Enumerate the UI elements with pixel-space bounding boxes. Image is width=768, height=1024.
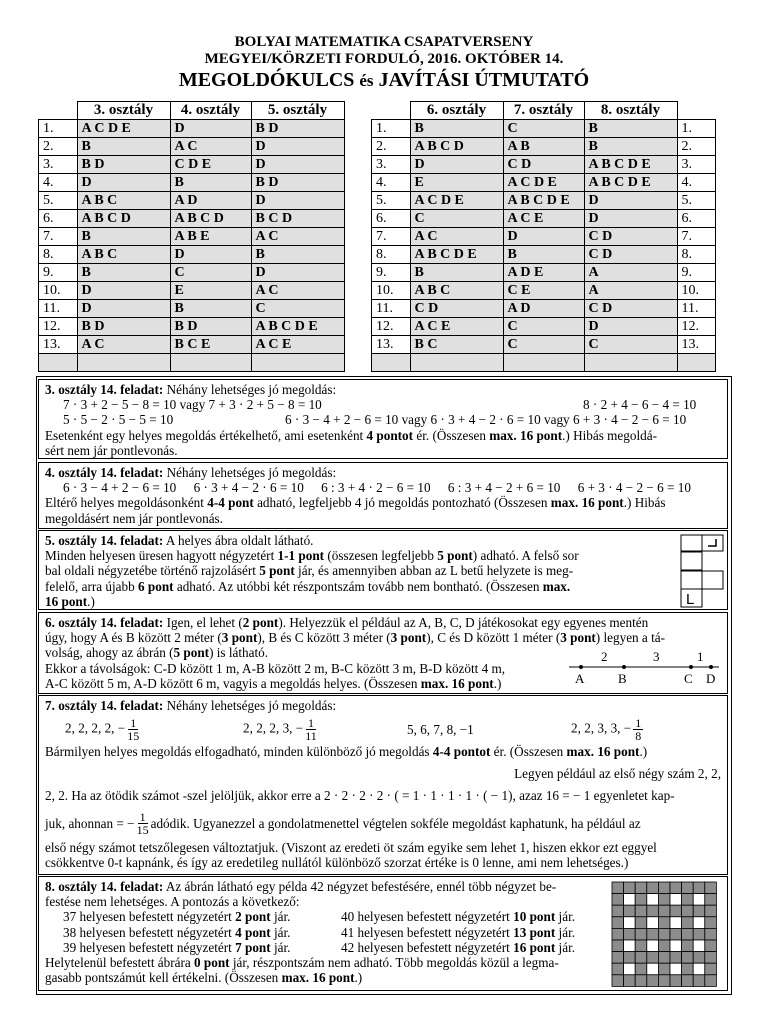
svg-text:1: 1 [697, 649, 704, 664]
answer-cell: D [170, 246, 251, 264]
svg-text:3: 3 [653, 649, 660, 664]
question-number: 11. [677, 300, 716, 318]
answer-row [39, 246, 345, 264]
answer-table-left [38, 101, 345, 372]
answer-row [372, 210, 716, 228]
grade-header: 4. osztály [170, 102, 251, 120]
answer-cell: A C [251, 282, 344, 300]
answer-row [39, 156, 345, 174]
answer-cell: B [251, 246, 344, 264]
letter-l: L [686, 591, 695, 608]
answer-cell: C D [410, 300, 503, 318]
answer-cell: C [503, 318, 584, 336]
question-number: 8. [372, 246, 411, 264]
answer-row [372, 192, 716, 210]
answer-cell: A B C [77, 246, 170, 264]
question-number: 1. [677, 120, 716, 138]
answer-cell: B [410, 120, 503, 138]
question-number: 13. [677, 336, 716, 354]
answer-cell: A C D E [77, 120, 170, 138]
question-number: 6. [39, 210, 78, 228]
answer-cell: A B C D E [251, 318, 344, 336]
answer-cell: B D [77, 156, 170, 174]
task-7-box: 7. osztály 14. feladat: Néhány lehetséges jó megoldás: 2, 2, 2, 2, − $\frac{1}{15}$ 2, 2, 2, 3, − $\frac{1}{11}$ 5, 6, 7, 8, −1 2, 2, 3, 3, − $\frac{1}{8}$ Bármilyen helyes megoldás elfogadható, minden különböző jó megoldás 4-4 pontot ér. (Összesen max. 16 pont.) Legyen például az első négy szám 2, 2, 2, 2. Ha az ötödik számot -szel jelöljük, akkor erre a 2 · 2 · 2 · 2 · ( = 1 · 1 · 1 · 1 · ( − 1), azaz 16 = − 1 egyenletet kap- juk, ahonnan = − $\frac{1}{15}$ adódik. Ugyanezzel a gondolatmenettel végtelen sokféle megoldást kaphatunk, ha például az első négy számot tetszőlegesen változtatjuk. (Viszont az eredeti öt szám egyike sem lehet 1, hiszen ekkor ezt eggyel csökkentve 0-t kapnánk, és így az eredetileg nullától különböző szorzat értéke is 0 lenne, ami nem lehetséges.) [38, 695, 728, 875]
answer-row [39, 336, 345, 354]
answer-cell: C [503, 336, 584, 354]
question-number: 4. [372, 174, 411, 192]
answer-row [39, 174, 345, 192]
question-number: 9. [677, 264, 716, 282]
answer-cell: B D [251, 120, 344, 138]
question-number: 6. [372, 210, 411, 228]
answer-cell: A C [410, 228, 503, 246]
answer-cell: E [410, 174, 503, 192]
svg-text:C: C [684, 671, 693, 686]
header-title-line3: MEGOLDÓKULCS és JAVÍTÁSI ÚTMUTATÓ [178, 69, 590, 91]
answer-cell: A D E [503, 264, 584, 282]
painted-grid-figure [611, 881, 719, 987]
answer-row [372, 336, 716, 354]
answer-cell: A [584, 264, 677, 282]
grade-header: 7. osztály [503, 102, 584, 120]
answer-cell: D [251, 264, 344, 282]
answer-cell: A C D E [410, 192, 503, 210]
answer-cell: A C E [503, 210, 584, 228]
answer-cell: B D [251, 174, 344, 192]
answer-cell: B [77, 228, 170, 246]
question-number: 4. [677, 174, 716, 192]
question-number: 7. [372, 228, 411, 246]
answer-row [39, 192, 345, 210]
answer-cell: C [251, 300, 344, 318]
question-number: 12. [39, 318, 78, 336]
svg-text:D: D [706, 671, 716, 686]
question-number: 12. [677, 318, 716, 336]
question-number: 8. [39, 246, 78, 264]
answer-cell: A B C D [77, 210, 170, 228]
answer-cell: B [77, 264, 170, 282]
staircase-grid-figure [680, 534, 724, 608]
answer-cell: D [410, 156, 503, 174]
answer-row [372, 228, 716, 246]
answer-cell: A B C D E [584, 156, 677, 174]
answer-cell: D [584, 318, 677, 336]
answer-cell: A B C D E [410, 246, 503, 264]
answer-cell: B [170, 174, 251, 192]
answer-cell: A D [503, 300, 584, 318]
answer-row [372, 318, 716, 336]
answer-cell: A C D E [503, 174, 584, 192]
task-5-box: 5. osztály 14. feladat: A helyes ábra oldalt látható. Minden helyesen üresen hagyott négyzetért 1-1 pont (összesen legfeljebb 5 pont) adható. A felső sor bal oldali négyzetébe történő rajzolásért 5 pont jár, és amennyiben abban az L betű helyzete is meg- felelő, arra újabb 6 pont adható. Az utóbbi két részpontszám tovább nem bontható. (Összesen max. 16 pont.) L [38, 530, 728, 610]
answer-cell: E [170, 282, 251, 300]
answer-cell: D [503, 228, 584, 246]
answer-cell: D [77, 174, 170, 192]
answer-cell: A B C D E [503, 192, 584, 210]
answer-row [39, 228, 345, 246]
answer-cell: A B C D [170, 210, 251, 228]
answer-cell: A B E [170, 228, 251, 246]
svg-text:2: 2 [601, 649, 608, 664]
answer-cell: C D [584, 228, 677, 246]
grade-header: 6. osztály [410, 102, 503, 120]
question-number: 13. [372, 336, 411, 354]
question-number: 5. [39, 192, 78, 210]
question-number: 7. [39, 228, 78, 246]
question-number: 11. [39, 300, 78, 318]
question-number: 5. [677, 192, 716, 210]
answer-row [372, 300, 716, 318]
answer-cell: D [251, 156, 344, 174]
question-number: 1. [39, 120, 78, 138]
svg-text:A: A [575, 671, 585, 686]
answer-cell: C [584, 336, 677, 354]
answer-cell: C [503, 120, 584, 138]
answer-cell: D [251, 138, 344, 156]
answer-cell: C E [503, 282, 584, 300]
line-diagram-abcd [567, 649, 723, 689]
answer-cell: D [584, 210, 677, 228]
question-number: 10. [39, 282, 78, 300]
answer-row [39, 300, 345, 318]
answer-cell: D [251, 192, 344, 210]
answer-cell: B [77, 138, 170, 156]
task-4-box: 4. osztály 14. feladat: Néhány lehetséges jó megoldás: 6 · 3 − 4 + 2 − 6 = 10 6 · 3 + 4 − 2 · 6 = 10 6 : 3 + 4 · 2 − 6 = 10 6 : 3 + 4 − 2 + 6 = 10 6 + 3 · 4 − 2 − 6 = 10 Eltérő helyes megoldásonként 4-4 pont adható, legfeljebb 4 jó megoldás pontozható (Összesen max. 16 pont.) Hibás megoldásért nem jár pontlevonás. [38, 462, 728, 529]
answer-cell: A C [170, 138, 251, 156]
question-number: 6. [677, 210, 716, 228]
answer-cell: A C [77, 336, 170, 354]
answer-cell: D [77, 300, 170, 318]
grade-header: 5. osztály [251, 102, 344, 120]
answer-row [39, 138, 345, 156]
answer-cell: A D [170, 192, 251, 210]
answer-cell: A B C D [410, 138, 503, 156]
answer-table-right [371, 101, 716, 372]
question-number: 7. [677, 228, 716, 246]
answer-row [372, 246, 716, 264]
question-number: 4. [39, 174, 78, 192]
answer-row [372, 174, 716, 192]
answer-cell: D [584, 192, 677, 210]
grade-header: 3. osztály [77, 102, 170, 120]
answer-cell: A C [251, 228, 344, 246]
answer-cell: D [77, 282, 170, 300]
question-number: 2. [372, 138, 411, 156]
svg-text:B: B [618, 671, 627, 686]
answer-cell: B C E [170, 336, 251, 354]
answer-cell: B [584, 138, 677, 156]
task-8-box: 8. osztály 14. feladat: Az ábrán látható egy példa 42 négyzet befestésére, ennél több négyzet be- festése nem lehetséges. A pontozás a következő: 37 helyesen befestett négyzetért 2 pont jár. 40 helyesen befestett négyzetért 10 pont jár. 38 helyesen befestett négyzetért 4 pont jár. 41 helyesen befestett négyzetért 13 pont jár. 39 helyesen befestett négyzetért 7 pont jár. 42 helyesen befestett négyzetért 16 pont jár. Helytelenül befestett ábrára 0 pont jár, részpontszám nem adható. Több megoldás közül a legma- gasabb pontszámút kell értékelni. (Összesen max. 16 pont.) [38, 876, 728, 991]
header-title-line2: MEGYEI/KÖRZETI FORDULÓ, 2016. OKTÓBER 14. [204, 51, 564, 67]
question-number: 1. [372, 120, 411, 138]
question-number: 3. [372, 156, 411, 174]
answer-row [39, 120, 345, 138]
answer-cell: A [584, 282, 677, 300]
answer-cell: B D [170, 318, 251, 336]
answer-cell: A B C [77, 192, 170, 210]
question-number: 13. [39, 336, 78, 354]
question-number: 11. [372, 300, 411, 318]
answer-cell: A C E [251, 336, 344, 354]
answer-row [372, 156, 716, 174]
question-number: 5. [372, 192, 411, 210]
question-number: 2. [677, 138, 716, 156]
answer-cell: B C [410, 336, 503, 354]
answer-cell: B C D [251, 210, 344, 228]
answer-cell: C [170, 264, 251, 282]
question-number: 10. [677, 282, 716, 300]
answer-cell: B [503, 246, 584, 264]
answer-cell: B [584, 120, 677, 138]
question-number: 3. [677, 156, 716, 174]
answer-cell: C D [503, 156, 584, 174]
answer-row [372, 138, 716, 156]
answer-row [39, 318, 345, 336]
answer-cell: C [410, 210, 503, 228]
answer-cell: A B C D E [584, 174, 677, 192]
question-number: 8. [677, 246, 716, 264]
question-number: 9. [39, 264, 78, 282]
question-number: 12. [372, 318, 411, 336]
answer-row [39, 210, 345, 228]
question-number: 9. [372, 264, 411, 282]
question-number: 2. [39, 138, 78, 156]
answer-cell: B [170, 300, 251, 318]
header-title-line1: BOLYAI MATEMATIKA CSAPATVERSENY [234, 34, 534, 50]
answer-cell: A B C [410, 282, 503, 300]
answer-cell: B D [77, 318, 170, 336]
answer-cell: A B [503, 138, 584, 156]
answer-cell: C D [584, 246, 677, 264]
answer-cell: B [410, 264, 503, 282]
answer-cell: D [170, 120, 251, 138]
answer-row [372, 264, 716, 282]
answer-cell: A C E [410, 318, 503, 336]
question-number: 10. [372, 282, 411, 300]
answer-row [39, 282, 345, 300]
task-6-box: 6. osztály 14. feladat: Igen, el lehet (2 pont). Helyezzük el például az A, B, C, D játékosokat egy egyenes mentén úgy, hogy A és B között 2 méter (3 pont), B és C között 3 méter (3 pont), C és D között 1 méter (3 pont) legyen a tá- volság, ahogy az ábrán (5 pont) is látható. Ekkor a távolságok: C-D között 1 m, A-B között 2 m, B-C között 3 m, B-D között 4 m, A-C között 5 m, A-D között 6 m, vagyis a megoldás helyes. (Összesen max. 16 pont.) 2 3 1 A B C D [38, 612, 728, 694]
grade-header: 8. osztály [584, 102, 677, 120]
task-3-box: 3. osztály 14. feladat: Néhány lehetséges jó megoldás: 7 · 3 + 2 − 5 − 8 = 10 vagy 7 + 3 · 2 + 5 − 8 = 10 8 · 2 + 4 − 6 − 4 = 10 5 · 5 − 2 · 5 − 5 = 10 6 · 3 − 4 + 2 − 6 = 10 vagy 6 · 3 + 4 − 2 · 6 = 10 vagy 6 + 3 · 4 − 2 − 6 = 10 Esetenként egy helyes megoldás értékelhető, ami esetenként 4 pontot ér. (Összesen max. 16 pont.) Hibás megoldá- sért nem jár pontlevonás. [38, 379, 728, 459]
answer-row [372, 120, 716, 138]
answer-row [372, 282, 716, 300]
answer-row [39, 264, 345, 282]
answer-cell: C D [584, 300, 677, 318]
answer-cell: C D E [170, 156, 251, 174]
question-number: 3. [39, 156, 78, 174]
